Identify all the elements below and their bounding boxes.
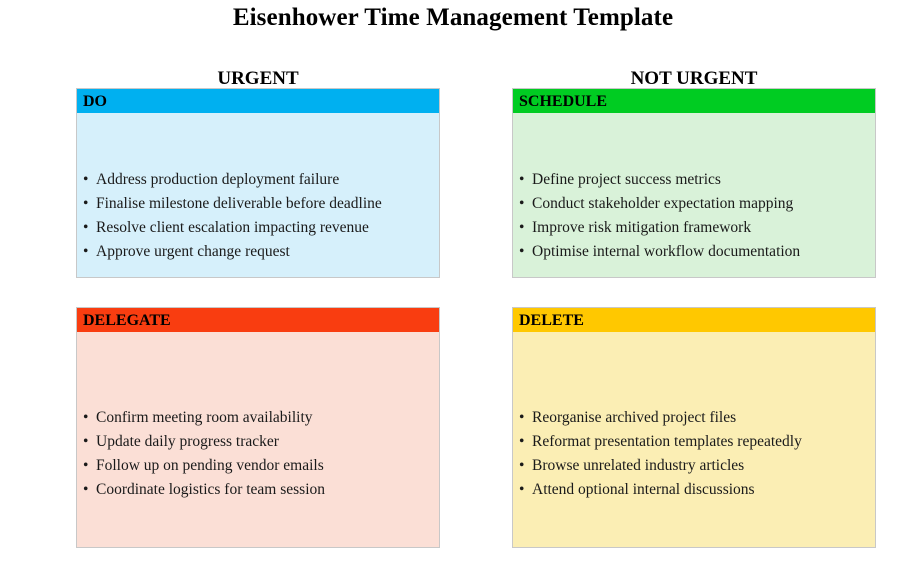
task-item: [83, 216, 435, 240]
task-item-label: Address production deployment failure: [96, 171, 340, 188]
page-title: Eisenhower Time Management Template: [232, 4, 674, 31]
column-header-not-urgent: NOT URGENT: [630, 68, 758, 89]
task-item: [519, 168, 871, 192]
task-item-label: Attend optional internal discussions: [532, 481, 755, 498]
task-item-label: Finalise milestone deliverable before deadline: [96, 195, 382, 212]
bullet-icon: •: [83, 433, 89, 450]
task-item: [83, 430, 435, 454]
task-item: [519, 406, 871, 430]
task-item: [519, 454, 871, 478]
quadrant-body-do: [77, 113, 439, 277]
quadrant-header-delegate: DELEGATE: [77, 308, 439, 332]
task-item: [83, 478, 435, 502]
task-item: [83, 168, 435, 192]
task-item-label: Update daily progress tracker: [96, 433, 279, 450]
quadrant-delegate: [76, 307, 440, 548]
quadrant-body-delegate: [77, 332, 439, 547]
task-list-do: [83, 168, 435, 264]
quadrant-header-schedule: SCHEDULE: [513, 89, 875, 113]
task-item: [83, 406, 435, 430]
task-item: [519, 192, 871, 216]
task-item: [83, 454, 435, 478]
bullet-icon: •: [519, 219, 525, 236]
quadrant-schedule: [512, 88, 876, 278]
task-item-label: Improve risk mitigation framework: [532, 219, 752, 236]
bullet-icon: •: [519, 433, 525, 450]
task-item-label: Define project success metrics: [532, 171, 721, 188]
bullet-icon: •: [519, 457, 525, 474]
bullet-icon: •: [83, 171, 89, 188]
task-item: [519, 216, 871, 240]
bullet-icon: •: [519, 195, 525, 212]
quadrant-delete: [512, 307, 876, 548]
bullet-icon: •: [83, 219, 89, 236]
quadrant-header-delete: DELETE: [513, 308, 875, 332]
bullet-icon: •: [519, 481, 525, 498]
task-item-label: Confirm meeting room availability: [96, 409, 313, 426]
task-item-label: Conduct stakeholder expectation mapping: [532, 195, 794, 212]
task-item-label: Follow up on pending vendor emails: [96, 457, 324, 474]
bullet-icon: •: [83, 481, 89, 498]
task-item: [83, 192, 435, 216]
quadrant-header-do: DO: [77, 89, 439, 113]
quadrant-body-schedule: [513, 113, 875, 277]
bullet-icon: •: [519, 243, 525, 260]
quadrant-body-delete: [513, 332, 875, 547]
task-item-label: Reorganise archived project files: [532, 409, 737, 426]
task-item: [519, 240, 871, 264]
bullet-icon: •: [83, 457, 89, 474]
bullet-icon: •: [519, 409, 525, 426]
bullet-icon: •: [83, 195, 89, 212]
task-item: [519, 478, 871, 502]
bullet-icon: •: [519, 171, 525, 188]
bullet-icon: •: [83, 409, 89, 426]
column-header-urgent: URGENT: [217, 68, 299, 89]
task-item-label: Coordinate logistics for team session: [96, 481, 326, 498]
task-item-label: Browse unrelated industry articles: [532, 457, 745, 474]
task-item: [83, 240, 435, 264]
task-item-label: Approve urgent change request: [96, 243, 290, 260]
task-list-delegate: [83, 406, 435, 502]
quadrant-do: [76, 88, 440, 278]
task-list-schedule: [519, 168, 871, 264]
task-list-delete: [519, 406, 871, 502]
task-item-label: Optimise internal workflow documentation: [532, 243, 801, 260]
task-item: [519, 430, 871, 454]
bullet-icon: •: [83, 243, 89, 260]
task-item-label: Reformat presentation templates repeatedly: [532, 433, 802, 450]
task-item-label: Resolve client escalation impacting revenue: [96, 219, 369, 236]
